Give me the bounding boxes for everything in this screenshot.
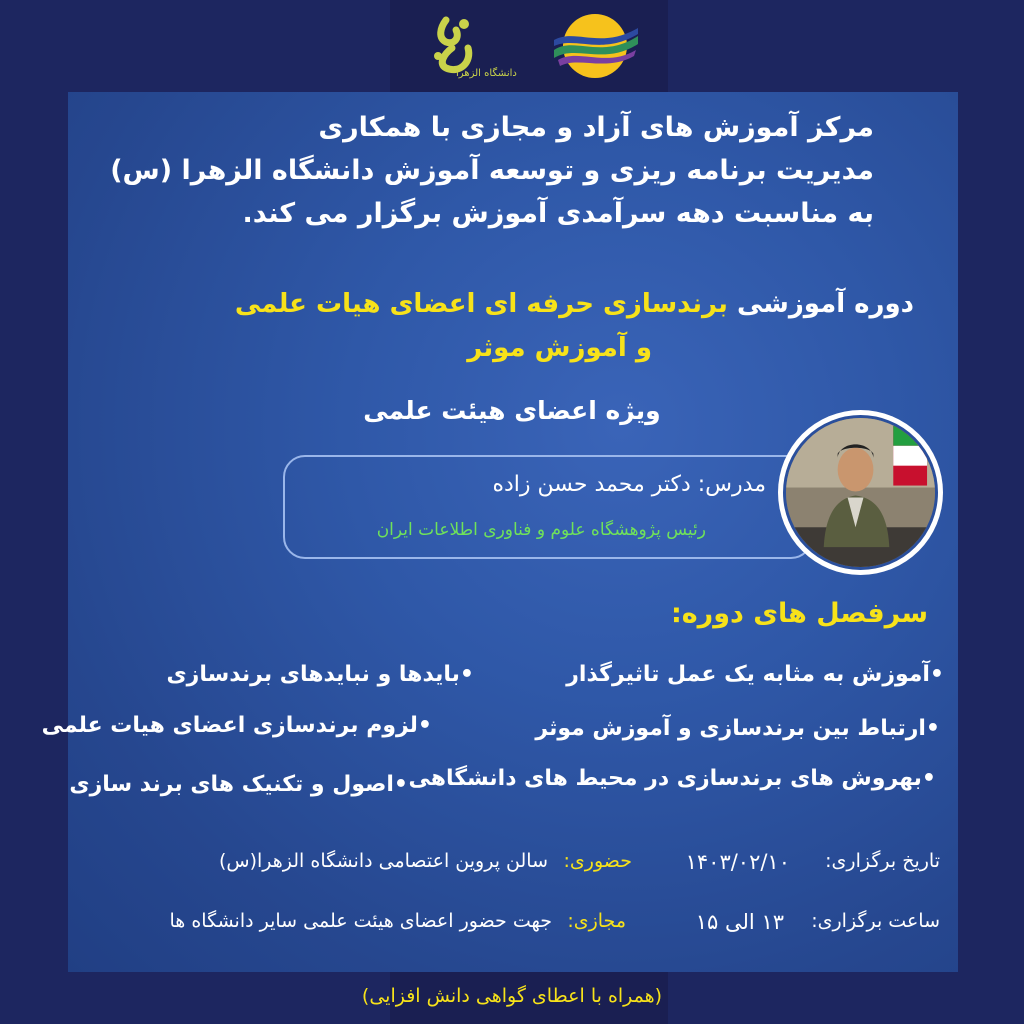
intro-line-3: به مناسبت دهه سرآمدی آموزش برگزار می کند. <box>242 198 874 229</box>
instructor-role: رئیس پژوهشگاه علوم و فناوری اطلاعات ایران <box>376 520 706 540</box>
instructor-photo <box>778 410 943 575</box>
topic-left-1: •بایدها و نبایدهای برندسازی <box>166 662 474 687</box>
topic-right-2: •ارتباط بین برندسازی و آموزش موثر <box>535 716 940 741</box>
inperson-label: حضوری: <box>563 850 632 872</box>
course-prefix: دوره آموزشی <box>736 289 914 319</box>
certificate-note: (همراه با اعطای گواهی دانش افزایی) <box>361 985 663 1007</box>
online-value: جهت حضور اعضای هیئت علمی سایر دانشگاه ها <box>169 910 552 932</box>
intro-line-2: مدیریت برنامه ریزی و توسعه آموزش دانشگاه الزهرا (س) <box>110 155 874 186</box>
instructor-name: مدرس: دکتر محمد حسن زاده <box>492 472 766 497</box>
topics-heading: سرفصل های دوره: <box>670 598 928 629</box>
time-label: ساعت برگزاری: <box>811 910 940 932</box>
topic-left-2: •لزوم برندسازی اعضای هیات علمی <box>41 713 432 738</box>
audience-label: ویژه اعضای هیئت علمی <box>363 396 661 425</box>
date-label: تاریخ برگزاری: <box>825 850 940 872</box>
course-title-line-2: و آموزش موثر <box>467 333 652 363</box>
time-value: ۱۳ الی ۱۵ <box>695 910 784 934</box>
university-name-text: دانشگاه الزهرا <box>456 68 517 79</box>
instructor-box <box>283 455 813 559</box>
topic-right-3: •بهروش های برندسازی در محیط های دانشگاهی <box>408 766 936 791</box>
online-label: مجازی: <box>567 910 626 932</box>
course-title-part-1: برندسازی حرفه ای اعضای هیات علمی <box>234 289 728 319</box>
topic-left-3: •اصول و تکنیک های برند سازی <box>69 772 408 797</box>
intro-line-1: مرکز آموزش های آزاد و مجازی با همکاری <box>318 112 874 143</box>
date-value: ۱۴۰۳/۰۲/۱۰ <box>685 850 790 874</box>
inperson-value: سالن پروین اعتصامی دانشگاه الزهرا(س) <box>218 850 548 872</box>
instructor-portrait-icon <box>786 418 935 567</box>
center-logo-icon <box>548 10 642 82</box>
course-title-line-1 <box>235 282 914 326</box>
topic-right-1: •آموزش به مثابه یک عمل تاثیرگذار <box>566 662 944 687</box>
